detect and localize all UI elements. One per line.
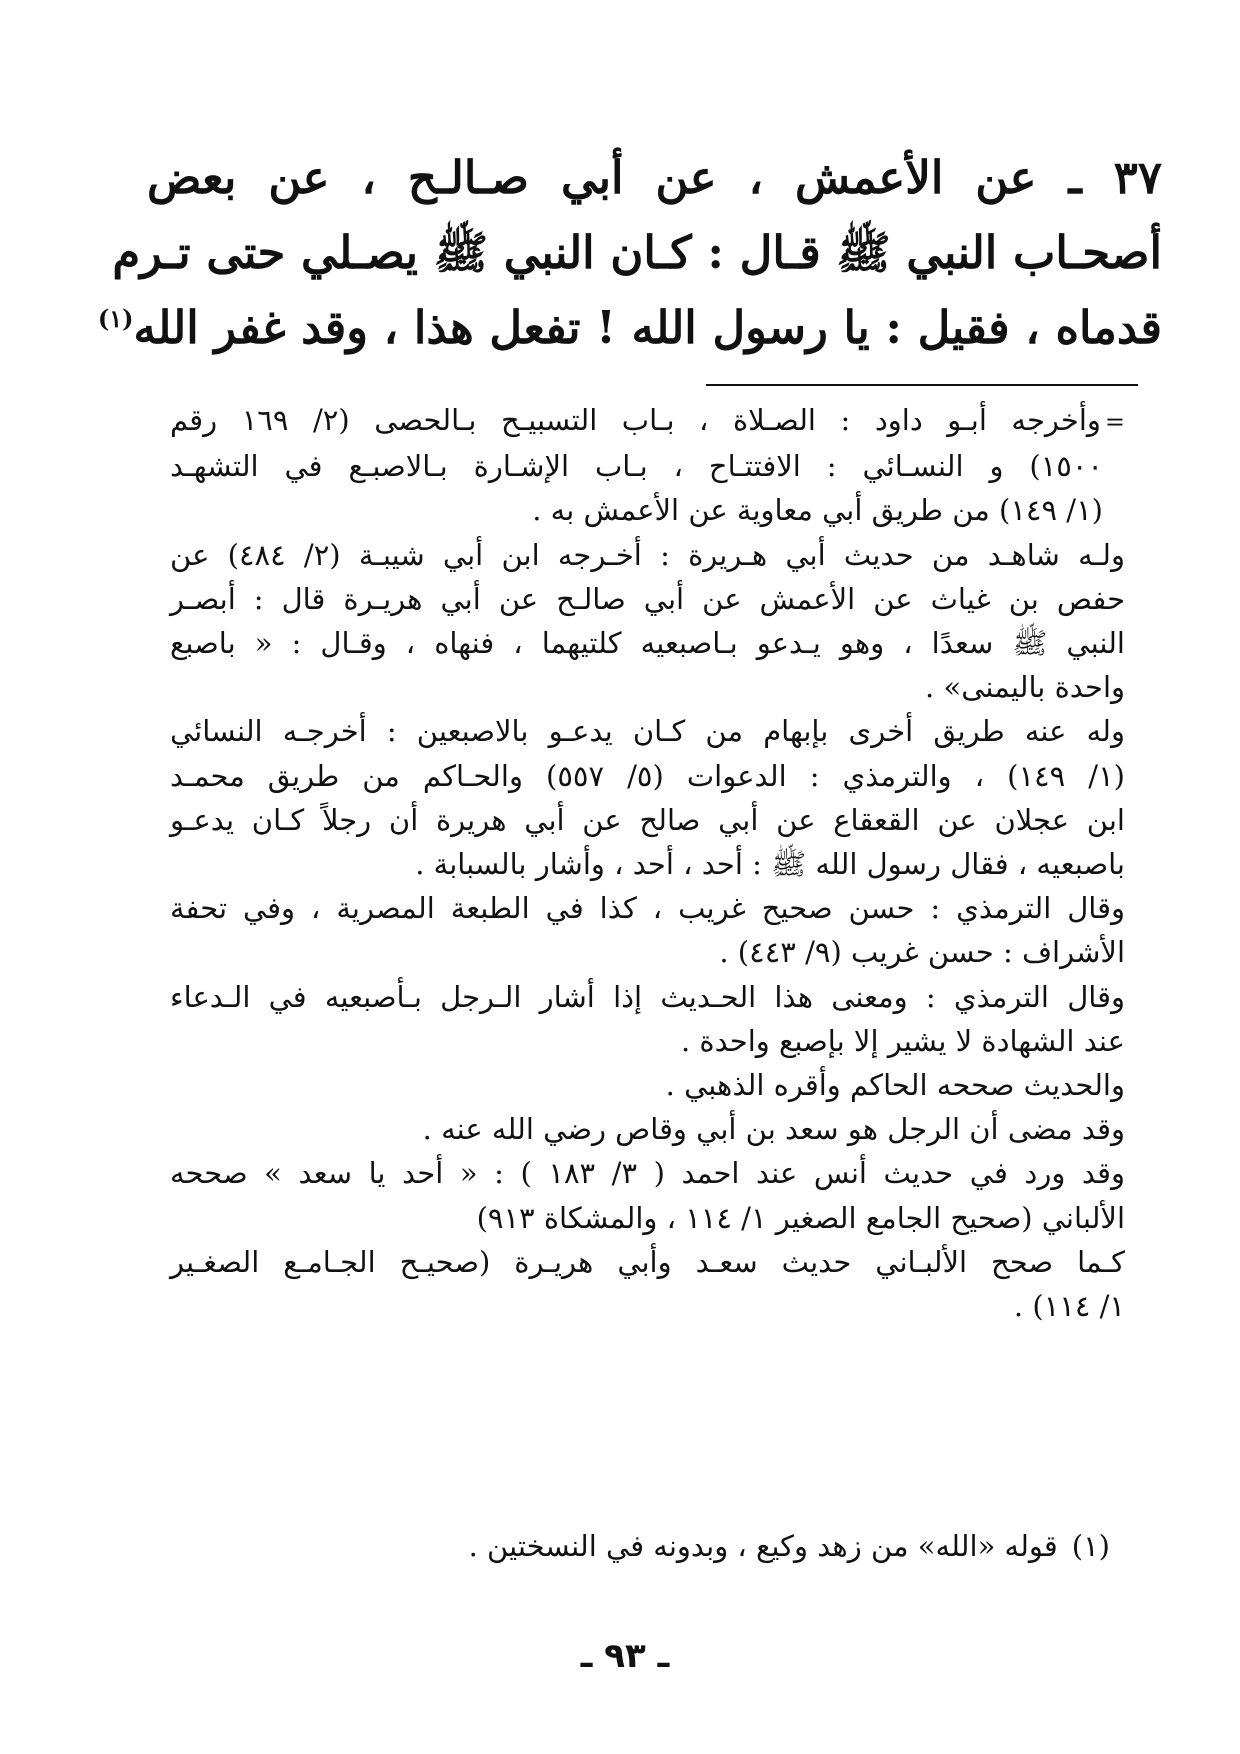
- main-text-line: [97, 290, 1162, 365]
- note-line: الألباني (صحيح الجامع الصغير ١/ ١١٤ ، والمشكاة ٩١٣): [476, 1200, 1125, 1235]
- note-line: حفص بن غياث عن الأعمش عن أبي صالـح عن أبي هريـرة قال : أبصـر: [170, 581, 1125, 616]
- page-number: ـ ٩٣ ـ: [580, 1636, 670, 1676]
- main-text-line: ٣٧ ـ عن الأعمش ، عن أبي صـالـح ، عن بعض: [147, 151, 1162, 204]
- note-line: (١/ ١٤٩) ، والترمذي : الدعوات (٥/ ٥٥٧) والحـاكم من طريق محمـد: [170, 758, 1125, 793]
- note-line: وقد ورد في حديث أنس عند احمد ( ٣/ ١٨٣ ) : « أحد يا سعد » صححه: [170, 1156, 1125, 1191]
- note-line: ١/ ١١٤) .: [1013, 1289, 1125, 1324]
- note-line: وقال الترمذي : ومعنى هذا الحـديث إذا أشار الـرجل بـأصبعيه في الـدعاء: [170, 979, 1125, 1014]
- footnote-text: قوله «الله» من زهد وكيع ، وبدونه في النسختين .: [468, 1529, 1058, 1563]
- note-line-text: وأخرجه أبـو داود : الصـلاة ، بـاب التسبيـح بـالحصى (٢/ ١٦٩ رقم: [170, 403, 1101, 437]
- footnote-number: (١): [1071, 1529, 1110, 1563]
- note-line: ١٥٠٠) و النسـائي : الافتتـاح ، بـاب الإشـارة بـالاصبـع في التشهـد: [170, 449, 1103, 484]
- notes-section: [170, 398, 1125, 1328]
- note-line: كـما صحح الألبـاني حديث سعـد وأبي هريـرة (صحيـح الجـامـع الصغـير: [170, 1244, 1125, 1279]
- main-text-line: أصحـاب النبي ﷺ قـال : كـان النبي ﷺ يصـلي حتى تـرم: [112, 226, 1162, 279]
- main-text-line-content: قدماه ، فقيل : يا رسول الله ! تفعل هذا ، وقد غفر الله: [133, 301, 1162, 354]
- note-line: الأشراف : حسن غريب (٩/ ٤٤٣) .: [719, 935, 1125, 970]
- note-line: وقال الترمذي : حسن صحيح غريب ، كذا في الطبعة المصرية ، وفي تحفة: [170, 891, 1125, 926]
- note-line: [170, 398, 1125, 444]
- note-line: باصبعيه ، فقال رسول الله ﷺ : أحد ، أحد ، وأشار بالسبابة .: [415, 847, 1125, 882]
- note-line: (١/ ١٤٩) من طريق أبي معاوية عن الأعمش به .: [532, 493, 1103, 528]
- note-line: واحدة باليمنى» .: [925, 670, 1125, 705]
- note-line: وقد مضى أن الرجل هو سعد بن أبي وقاص رضي الله عنه .: [422, 1112, 1125, 1147]
- note-line: ابن عجلان عن القعقاع عن أبي صالح عن أبي هريرة أن رجلاً كـان يدعـو: [170, 802, 1125, 837]
- note-line: عند الشهادة لا يشير إلا بإصبع واحدة .: [680, 1023, 1125, 1058]
- continuation-mark: =: [1104, 408, 1126, 436]
- note-line: وله عنه طريق أخرى بإبهام من كـان يدعـو بالاصبعين : أخرجـه النسائي: [170, 714, 1125, 749]
- footnote: [469, 1529, 1110, 1563]
- note-line: والحديث صححه الحاكم وأقره الذهبي .: [665, 1068, 1125, 1103]
- note-line: ولـه شاهـد من حديث أبي هـريرة : أخـرجه ابن أبي شيبـة (٢/ ٤٨٤) عن: [170, 537, 1125, 572]
- footnote-divider: [706, 384, 1138, 386]
- note-line: النبي ﷺ سعدًا ، وهو يـدعو بـاصبعيه كلتيهما ، فنهاه ، وقـال : « باصبع: [170, 626, 1125, 661]
- footnote-marker: (١): [97, 304, 134, 333]
- main-text: [97, 140, 1162, 365]
